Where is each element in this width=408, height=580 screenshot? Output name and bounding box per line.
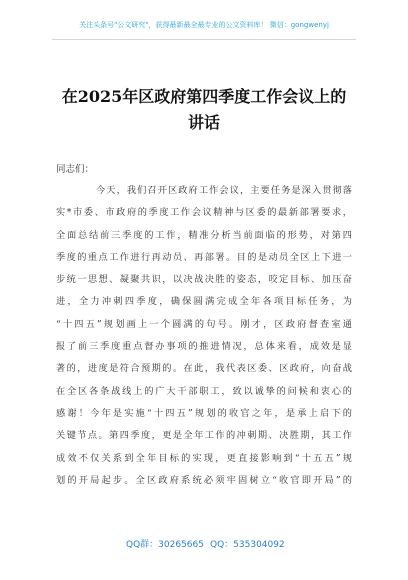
body-line: 步统一思想、凝聚共识，以决战决胜的姿态，咬定目标、加压奋	[56, 274, 352, 286]
title-line-2: 讲话	[187, 113, 220, 132]
body-line: “十四五”规划画上一个圆满的句号。刚才，区政府督查室通	[56, 318, 352, 330]
body-line: 全面总结前三季度的工作，精准分析当前面临的形势，对第四	[56, 229, 352, 241]
body-line: 季度的重点工作进行再动员、再部署。目的是动员全区上下进一	[56, 251, 352, 263]
header-divider	[52, 39, 356, 40]
body-line: 实*市委、市政府的季度工作会议精神与区委的最新部署要求，	[56, 207, 352, 219]
body-line: 成效不仅关系到全年目标的实现，更直接影响到“十五五”规	[56, 452, 352, 464]
qq-group-number: QQ群：30265665	[126, 540, 204, 550]
qq-number: QQ：535304092	[210, 540, 285, 550]
header-banner: 关注头条号"公文研究"，获得最新最全最专业的公文资料库！ 微信：gongwenyj	[79, 21, 329, 29]
body-line: 划的开局起步。全区政府系统必须牢固树立“收官即开局”的	[56, 474, 352, 486]
body-line: 著的，进度是符合预期的。在此，我代表区委、区政府，向奋战	[56, 363, 352, 375]
body-line: 感谢！今年是实施“十四五”规划的收官之年，是承上启下的	[56, 407, 352, 419]
body-line: 关键节点。第四季度，更是全年工作的冲刺期、决胜期，其工作	[56, 430, 352, 442]
title-line-1: 在2025年区政府第四季度工作会议上的	[61, 87, 347, 106]
salutation: 同志们：	[56, 164, 95, 175]
body-line: 进，全力冲刺四季度，确保圆满完成全年各项目标任务，为	[56, 296, 352, 308]
body-line: 报了前三季度重点督办事项的推进情况，总体来看，成效是显	[56, 341, 352, 353]
body-line: 在全区各条战线上的广大干部职工，致以诚挚的问候和衷心的	[56, 385, 352, 397]
document-body	[56, 180, 352, 492]
document-title	[40, 84, 368, 136]
body-line: 今天，我们召开区政府工作会议，主要任务是深入贯彻落	[96, 185, 352, 196]
